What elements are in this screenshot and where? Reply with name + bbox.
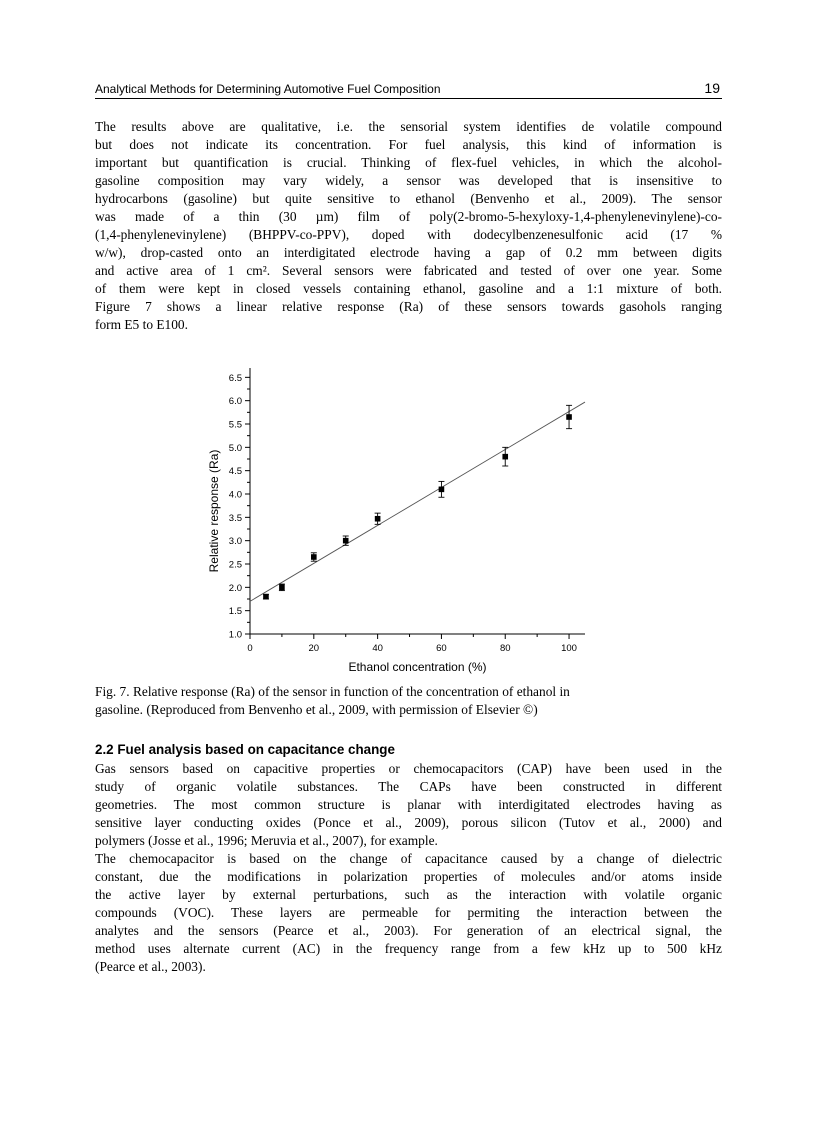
text-line: Gas sensors based on capacitive properties or chemocapacitors (CAP) have been used in the — [95, 761, 722, 776]
y-tick-label: 3.5 — [228, 512, 242, 524]
text-line: constant, due the modifications in polarization properties of molecules and/or atoms inside — [95, 869, 722, 884]
y-tick-label: 2.0 — [228, 582, 242, 594]
paragraph-chemocapacitor — [95, 850, 722, 976]
text-line: study of organic volatile substances. The CAPs have been constructed in different — [95, 779, 722, 794]
data-point — [311, 554, 317, 560]
y-tick-label: 1.5 — [228, 606, 242, 618]
x-tick-label: 100 — [561, 643, 577, 654]
fit-line — [250, 402, 585, 601]
data-point — [263, 594, 269, 600]
x-tick-label: 20 — [308, 643, 320, 654]
text-line: The chemocapacitor is based on the change of capacitance caused by a change of dielectric — [95, 851, 722, 866]
y-axis-label: Relative response (Ra) — [207, 449, 221, 573]
running-title: Analytical Methods for Determining Automotive Fuel Composition — [95, 82, 441, 96]
text-line: Figure 7 shows a linear relative response (Ra) of these sensors towards gasohols ranging — [95, 299, 722, 314]
text-line: was made of a thin (30 µm) film of poly(2-bromo-5-hexyloxy-1,4-phenylenevinylene)-co- — [95, 209, 722, 224]
y-tick-label: 6.0 — [228, 396, 242, 408]
text-line: and active area of 1 cm². Several sensors were fabricated and tested of over one year. Some — [95, 263, 722, 278]
text-line: important but quantification is crucial. Thinking of flex-fuel vehicles, in which the alcohol- — [95, 155, 722, 170]
text-line: analytes and the sensors (Pearce et al., 2003). For generation of an electrical signal, the — [95, 923, 722, 938]
x-tick-label: 80 — [499, 643, 511, 654]
text-line: w/w), drop-casted onto an interdigitated electrode having a gap of 0.2 mm between digits — [95, 245, 722, 260]
text-line: but does not indicate its concentration. For fuel analysis, this kind of information is — [95, 137, 722, 152]
x-tick-label: 40 — [372, 643, 383, 654]
y-tick-label: 6.5 — [228, 372, 242, 384]
text-line: gasoline composition may vary widely, a sensor was developed that is insensitive to — [95, 173, 722, 188]
data-point — [279, 585, 285, 591]
data-points — [263, 405, 572, 599]
text-line: form E5 to E100. — [95, 317, 188, 332]
data-point — [566, 414, 572, 420]
y-tick-label: 5.5 — [228, 419, 242, 431]
figure-7-chart — [200, 360, 620, 680]
text-line: (Pearce et al., 2003). — [95, 959, 206, 974]
regression-line — [250, 402, 585, 601]
text-line: sensitive layer conducting oxides (Ponce et al., 2009), porous silicon (Tutov et al., 2000) and — [95, 815, 722, 830]
caption-line: gasoline. (Reproduced from Benvenho et al., 2009, with permission of Elsevier ©) — [95, 702, 538, 717]
text-line: of them were kept in closed vessels containing ethanol, gasoline and a 1:1 mixture of both. — [95, 281, 722, 296]
x-tick-label: 60 — [436, 643, 447, 654]
text-line: (1,4-phenylenevinylene) (BHPPV-co-PPV), doped with dodecylbenzenesulfonic acid (17 % — [95, 227, 722, 242]
x-axis-label: Ethanol concentration (%) — [348, 660, 487, 674]
text-line: polymers (Josse et al., 1996; Meruvia et al., 2007), for example. — [95, 833, 438, 848]
y-tick-label: 2.5 — [228, 559, 242, 571]
text-line: hydrocarbons (gasoline) but quite sensitive to ethanol (Benvenho et al., 2009). The sensor — [95, 191, 722, 206]
chart-ticks — [229, 373, 577, 654]
y-tick-label: 4.0 — [228, 489, 242, 501]
page-number: 19 — [704, 80, 720, 96]
y-tick-label: 1.0 — [228, 629, 242, 641]
caption-line: Fig. 7. Relative response (Ra) of the sensor in function of the concentration of ethanol in — [95, 684, 570, 699]
paragraph-cap-intro — [95, 760, 722, 850]
paragraph-results — [95, 118, 722, 334]
text-line: the active layer by external perturbations, such as the interaction with volatile organic — [95, 887, 722, 902]
section-heading: 2.2 Fuel analysis based on capacitance change — [95, 742, 395, 757]
data-point — [343, 538, 349, 544]
text-line: method uses alternate current (AC) in the frequency range from a few kHz up to 500 kHz — [95, 941, 722, 956]
data-point — [502, 454, 508, 460]
data-point — [439, 487, 445, 493]
chart-axes — [250, 368, 585, 634]
y-tick-label: 5.0 — [228, 442, 242, 454]
y-tick-label: 4.5 — [228, 466, 242, 478]
text-line: compounds (VOC). These layers are permeable for permiting the interaction between the — [95, 905, 722, 920]
text-line: The results above are qualitative, i.e. the sensorial system identifies de volatile compound — [95, 119, 722, 134]
y-tick-label: 3.0 — [228, 536, 242, 548]
text-line: geometries. The most common structure is planar with interdigitated electrodes having as — [95, 797, 722, 812]
figure-caption — [95, 683, 722, 719]
data-point — [375, 516, 381, 522]
running-header — [95, 80, 722, 99]
x-tick-label: 0 — [247, 643, 253, 654]
